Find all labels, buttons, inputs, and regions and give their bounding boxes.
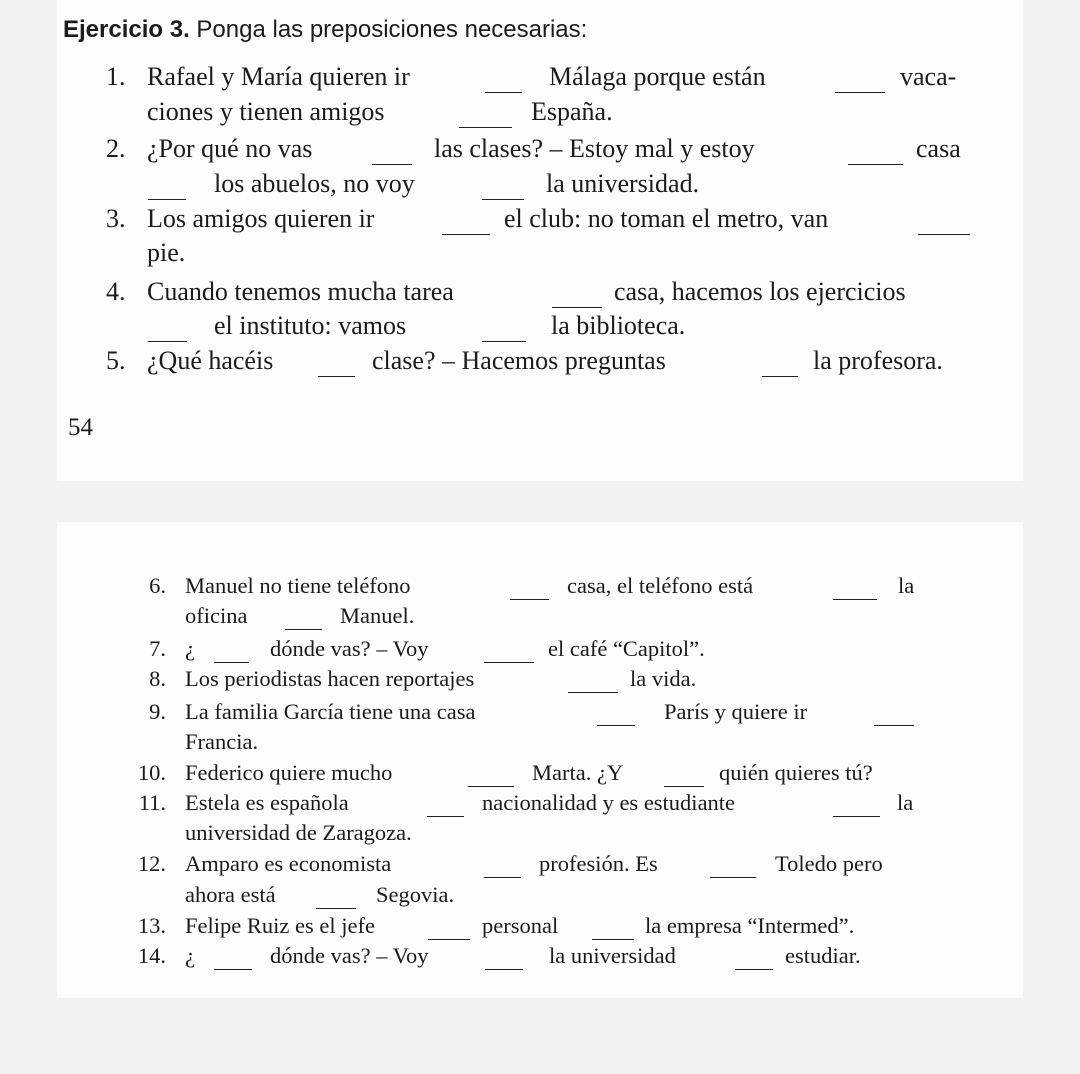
exercise-text-segment: universidad de Zaragoza. bbox=[185, 820, 412, 845]
exercise-title-instruction: Ponga las preposiciones necesarias: bbox=[189, 16, 588, 43]
exercise-text-segment: Toledo pero bbox=[775, 851, 883, 876]
exercise-text-segment: Cuando tenemos mucha tarea bbox=[147, 277, 454, 306]
exercise-text-segment: los abuelos, no voy bbox=[214, 169, 415, 198]
answer-blank[interactable] bbox=[318, 376, 355, 377]
exercise-text-segment: Segovia. bbox=[376, 882, 455, 907]
exercise-text-segment: clase? – Hacemos preguntas bbox=[372, 346, 666, 375]
answer-blank[interactable] bbox=[568, 692, 618, 693]
exercise-text-segment: Marta. ¿Y bbox=[532, 760, 624, 785]
exercise-title-bold: Ejercicio 3. bbox=[63, 16, 190, 43]
exercise-text-segment: la universidad bbox=[549, 943, 676, 968]
exercise-text-segment: la universidad. bbox=[546, 169, 700, 198]
exercise-text-segment: ¿Por qué no vas bbox=[147, 134, 313, 163]
exercise-text-segment: ciones y tienen amigos bbox=[147, 97, 385, 126]
exercise-item-number: 8. bbox=[149, 666, 166, 691]
exercise-item-number: 5. bbox=[106, 346, 126, 375]
answer-blank[interactable] bbox=[710, 877, 756, 878]
answer-blank[interactable] bbox=[592, 939, 634, 940]
exercise-text-segment: Manuel no tiene teléfono bbox=[185, 573, 411, 598]
exercise-text-segment: Los periodistas hacen reportajes bbox=[185, 666, 475, 691]
exercise-item-number: 14. bbox=[137, 943, 166, 968]
exercise-item-number: 9. bbox=[149, 699, 166, 724]
exercise-item-number: 6. bbox=[149, 573, 166, 598]
answer-blank[interactable] bbox=[482, 341, 526, 342]
exercise-text-segment: la vida. bbox=[630, 666, 697, 691]
exercise-text-segment: Francia. bbox=[185, 729, 259, 754]
exercise-item-number: 10. bbox=[137, 760, 166, 785]
answer-blank[interactable] bbox=[442, 234, 490, 235]
exercise-text-segment: nacionalidad y es estudiante bbox=[482, 790, 736, 815]
exercise-text-segment: la bbox=[898, 573, 915, 598]
exercise-text-segment: Felipe Ruiz es el jefe bbox=[185, 913, 375, 938]
exercise-text-segment: la profesora. bbox=[813, 346, 943, 375]
exercise-text-segment: estudiar. bbox=[785, 943, 861, 968]
answer-blank[interactable] bbox=[874, 725, 914, 726]
exercise-text-segment: pie. bbox=[147, 238, 186, 267]
exercise-text-segment: quién quieres tú? bbox=[719, 760, 873, 785]
exercise-text-segment: casa bbox=[916, 134, 961, 163]
exercise-text-segment: Federico quiere mucho bbox=[185, 760, 393, 785]
answer-blank[interactable] bbox=[833, 599, 877, 600]
exercise-text-segment: ¿Qué hacéis bbox=[147, 346, 274, 375]
answer-blank[interactable] bbox=[482, 199, 524, 200]
exercise-text-segment: España. bbox=[531, 97, 613, 126]
answer-blank[interactable] bbox=[485, 92, 522, 93]
answer-blank[interactable] bbox=[510, 599, 549, 600]
exercise-text-segment: Rafael y María quieren ir bbox=[147, 62, 410, 91]
exercise-text-segment: el café “Capitol”. bbox=[548, 636, 705, 661]
exercise-text-segment: casa, hacemos los ejercicios bbox=[614, 277, 906, 306]
exercise-item-number: 12. bbox=[137, 851, 166, 876]
answer-blank[interactable] bbox=[148, 199, 186, 200]
answer-blank[interactable] bbox=[485, 969, 523, 970]
answer-blank[interactable] bbox=[372, 164, 412, 165]
exercise-text-segment: dónde vas? – Voy bbox=[270, 636, 429, 661]
exercise-text-segment: la empresa “Intermed”. bbox=[645, 913, 855, 938]
answer-blank[interactable] bbox=[148, 341, 187, 342]
exercise-item-number: 3. bbox=[106, 204, 126, 233]
exercise-text-segment: Amparo es economista bbox=[185, 851, 392, 876]
answer-blank[interactable] bbox=[214, 969, 252, 970]
exercise-text-segment: París y quiere ir bbox=[664, 699, 808, 724]
answer-blank[interactable] bbox=[214, 662, 249, 663]
exercise-text-segment: vaca- bbox=[900, 62, 957, 91]
answer-blank[interactable] bbox=[833, 816, 880, 817]
answer-blank[interactable] bbox=[459, 127, 512, 128]
exercise-item-number: 13. bbox=[137, 913, 166, 938]
exercise-text-segment: dónde vas? – Voy bbox=[270, 943, 429, 968]
exercise-text-segment: Málaga porque están bbox=[549, 62, 766, 91]
answer-blank[interactable] bbox=[484, 877, 521, 878]
answer-blank[interactable] bbox=[427, 816, 464, 817]
exercise-text-segment: La familia García tiene una casa bbox=[185, 699, 476, 724]
exercise-title bbox=[63, 16, 587, 44]
exercise-text-segment: profesión. Es bbox=[539, 851, 658, 876]
exercise-text-segment: personal bbox=[482, 913, 559, 938]
exercise-item-number: 1. bbox=[106, 62, 126, 91]
exercise-text-segment: ahora está bbox=[185, 882, 276, 907]
answer-blank[interactable] bbox=[285, 629, 322, 630]
exercise-item-number: 11. bbox=[138, 790, 166, 815]
answer-blank[interactable] bbox=[762, 376, 798, 377]
answer-blank[interactable] bbox=[664, 786, 704, 787]
exercise-text-segment: las clases? – Estoy mal y estoy bbox=[434, 134, 755, 163]
exercise-text-segment: ¿ bbox=[185, 943, 195, 968]
exercise-item-number: 7. bbox=[149, 636, 166, 661]
answer-blank[interactable] bbox=[552, 307, 602, 308]
page-number: 54 bbox=[68, 414, 93, 441]
answer-blank[interactable] bbox=[316, 908, 356, 909]
answer-blank[interactable] bbox=[597, 725, 635, 726]
exercise-text-segment: el club: no toman el metro, van bbox=[504, 204, 829, 233]
exercise-text-segment: ¿ bbox=[185, 636, 195, 661]
exercise-text-segment: Los amigos quieren ir bbox=[147, 204, 375, 233]
exercise-text-segment: la biblioteca. bbox=[551, 311, 686, 340]
answer-blank[interactable] bbox=[848, 164, 903, 165]
exercise-text-segment: el instituto: vamos bbox=[214, 311, 407, 340]
exercise-item-number: 4. bbox=[106, 277, 126, 306]
answer-blank[interactable] bbox=[918, 234, 970, 235]
exercise-text-segment: Manuel. bbox=[340, 603, 415, 628]
answer-blank[interactable] bbox=[835, 92, 885, 93]
answer-blank[interactable] bbox=[484, 662, 534, 663]
exercise-text-segment: casa, el teléfono está bbox=[567, 573, 754, 598]
answer-blank[interactable] bbox=[735, 969, 773, 970]
exercise-text-segment: la bbox=[897, 790, 914, 815]
exercise-text-segment: oficina bbox=[185, 603, 248, 628]
exercise-text-segment: Estela es española bbox=[185, 790, 349, 815]
answer-blank[interactable] bbox=[468, 786, 514, 787]
exercise-item-number: 2. bbox=[106, 134, 126, 163]
answer-blank[interactable] bbox=[428, 939, 470, 940]
